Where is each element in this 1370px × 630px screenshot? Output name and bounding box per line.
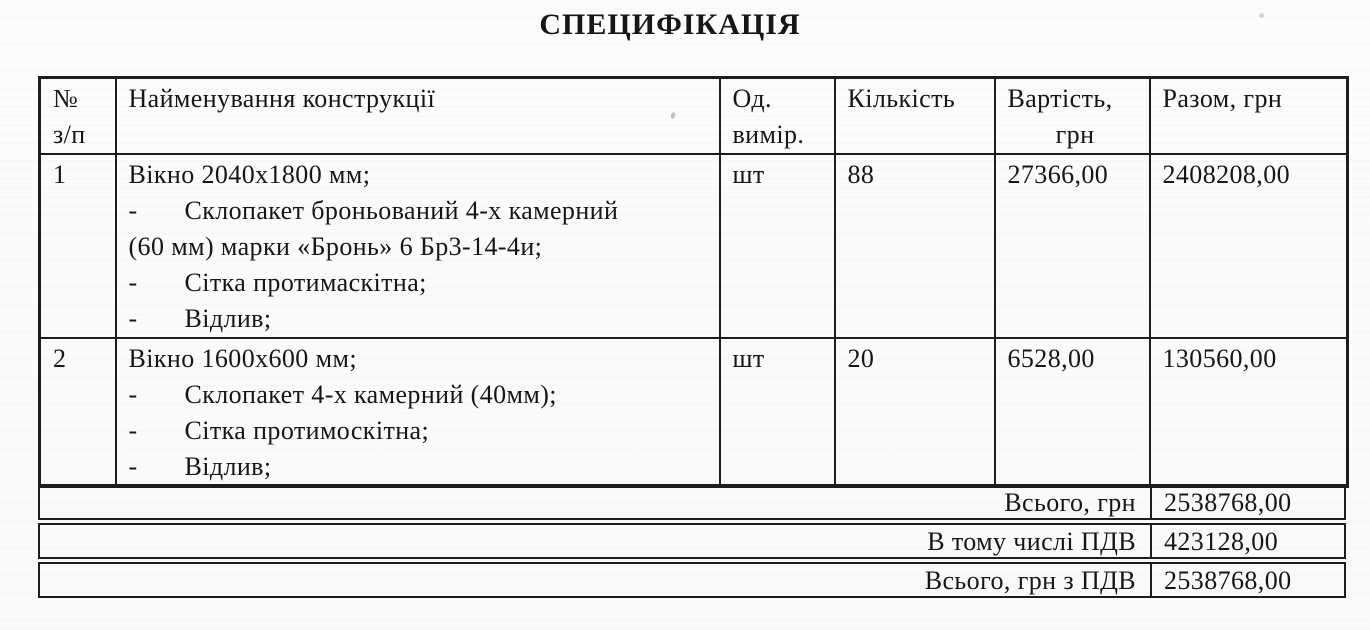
col-header-unit-line2: вимір. bbox=[732, 120, 805, 149]
row1-num: 1 bbox=[40, 154, 116, 338]
total-value: 2538768,00 bbox=[1150, 564, 1344, 596]
col-header-price-line1: Вартість, bbox=[1007, 84, 1113, 113]
col-header-total: Разом, грн bbox=[1150, 78, 1348, 155]
table-row-2 bbox=[40, 338, 1348, 487]
spec-line bbox=[129, 413, 713, 449]
col-header-qty: Кількість bbox=[835, 78, 995, 155]
total-label: В тому числі ПДВ bbox=[927, 527, 1136, 556]
document-title: СПЕЦИФІКАЦІЯ bbox=[539, 8, 801, 41]
list-dash: - bbox=[128, 380, 138, 409]
list-dash: - bbox=[128, 268, 138, 297]
col-header-num-line1: № bbox=[53, 84, 79, 113]
row1-price: 27366,00 bbox=[995, 154, 1150, 338]
spec-line-text: Вікно 1600х600 мм; bbox=[128, 344, 357, 373]
row2-price: 6528,00 bbox=[995, 338, 1150, 487]
total-row-vat bbox=[38, 523, 1346, 559]
spec-line-text: Склопакет броньований 4-х камерний bbox=[184, 196, 619, 225]
row2-qty: 20 bbox=[835, 338, 995, 487]
scan-artifact bbox=[1259, 13, 1264, 18]
total-label: Всього, грн bbox=[1004, 488, 1136, 517]
total-value: 423128,00 bbox=[1150, 525, 1344, 557]
spec-line-text: Вікно 2040х1800 мм; bbox=[128, 160, 371, 189]
row1-unit: шт bbox=[720, 154, 835, 338]
spec-line-text: Сітка протимаскітна; bbox=[184, 268, 427, 297]
total-value: 2538768,00 bbox=[1150, 486, 1344, 518]
spec-line-text: (60 мм) марки «Бронь» 6 Бр3-14-4и; bbox=[128, 232, 543, 261]
list-dash: - bbox=[128, 304, 138, 333]
row2-num: 2 bbox=[40, 338, 116, 487]
col-header-price bbox=[995, 78, 1150, 155]
spec-line-text: Сітка протимоскітна; bbox=[184, 416, 430, 445]
spec-line bbox=[129, 341, 713, 377]
total-label: Всього, грн з ПДВ bbox=[924, 566, 1136, 595]
specification-table bbox=[38, 76, 1349, 488]
col-header-price-line2: грн bbox=[1055, 120, 1095, 149]
col-header-name: Найменування конструкції bbox=[116, 78, 720, 155]
spec-line bbox=[129, 449, 713, 485]
total-row-with-vat bbox=[38, 562, 1346, 598]
row1-qty: 88 bbox=[835, 154, 995, 338]
spec-line-text: Відлив; bbox=[184, 304, 272, 333]
list-dash: - bbox=[128, 416, 138, 445]
spec-line bbox=[129, 193, 713, 229]
col-header-unit bbox=[720, 78, 835, 155]
spec-line bbox=[129, 301, 713, 337]
total-row-subtotal bbox=[38, 484, 1346, 520]
spec-line bbox=[129, 265, 713, 301]
row2-total: 130560,00 bbox=[1150, 338, 1348, 487]
row1-name-cell bbox=[116, 154, 720, 338]
spec-line-text: Склопакет 4-х камерний (40мм); bbox=[184, 380, 557, 409]
spec-line bbox=[129, 229, 713, 265]
list-dash: - bbox=[128, 196, 138, 225]
col-header-unit-line1: Од. bbox=[732, 84, 772, 113]
spec-line bbox=[129, 377, 713, 413]
list-dash: - bbox=[128, 452, 138, 481]
row1-total: 2408208,00 bbox=[1150, 154, 1348, 338]
spec-line bbox=[129, 157, 713, 193]
col-header-num bbox=[40, 78, 116, 155]
row2-name-cell bbox=[116, 338, 720, 487]
table-row-1 bbox=[40, 154, 1348, 338]
spec-line-text: Відлив; bbox=[184, 452, 272, 481]
row2-unit: шт bbox=[720, 338, 835, 487]
col-header-num-line2: з/п bbox=[53, 120, 86, 149]
table-header-row bbox=[40, 78, 1348, 155]
